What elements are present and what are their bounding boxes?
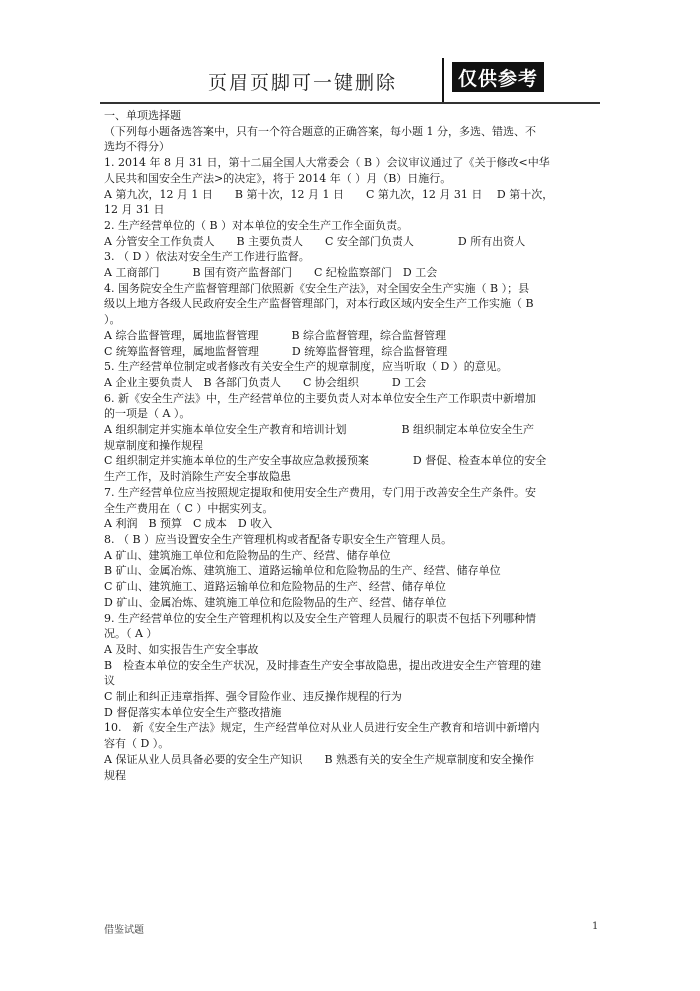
- text-line: 一、单项选择题: [104, 109, 181, 122]
- text-line: 规章制度和操作规程: [104, 438, 203, 452]
- text-line: D 督促落实本单位安全生产整改措施: [104, 705, 282, 719]
- text-line: 生产工作，及时消除生产安全事故隐患: [104, 470, 291, 484]
- footer-label: 借鉴试题: [104, 925, 144, 936]
- text-line: B 矿山、金属冶炼、建筑施工、道路运输单位和危险物品的生产、经营、储存单位: [104, 564, 501, 578]
- question-body: [104, 108, 600, 783]
- text-line: A 企业主要负责人 B 各部门负责人 C 协会组织 D 工会: [104, 375, 427, 389]
- text-line: 6. 新《安全生产法》中，生产经营单位的主要负责人对本单位安全生产工作职责中新增加: [104, 391, 536, 405]
- text-line: 2. 生产经营单位的（ B ）对本单位的安全生产工作全面负责。: [104, 218, 409, 232]
- text-line: 规程: [104, 768, 126, 782]
- text-line: D 矿山、金属冶炼、建筑施工单位和危险物品的生产、经营、储存单位: [104, 595, 447, 609]
- text-line: 12 月 31 日: [104, 203, 165, 217]
- text-line: A 综合监督管理，属地监督管理 B 综合监督管理，综合监督管理: [104, 328, 447, 342]
- header-badge: 仅供参考: [452, 62, 544, 92]
- text-line: A 及时、如实报告生产安全事故: [104, 642, 259, 656]
- text-line: 7. 生产经营单位应当按照规定提取和使用安全生产费用，专门用于改善安全生产条件。安: [104, 485, 536, 499]
- text-line: 全生产费用在（ C ）中据实列支。: [104, 501, 274, 515]
- text-line: 8. （ B ）应当设置安全生产管理机构或者配备专职安全生产管理人员。: [104, 532, 453, 546]
- text-line: A 利润 B 预算 C 成本 D 收入: [104, 517, 273, 531]
- text-line: 人民共和国安全生产法>的决定》，将于 2014 年（ ）月（B）日施行。: [104, 171, 452, 185]
- text-line: （下列每小题备选答案中，只有一个符合题意的正确答案，每小题 1 分，多选、错选、不: [104, 124, 536, 138]
- text-line: 容有（ D ）。: [104, 737, 170, 751]
- text-line: A 保证从业人员具备必要的安全生产知识 B 熟悉有关的安全生产规章制度和安全操作: [104, 752, 535, 766]
- text-line: 5. 生产经营单位制定或者修改有关安全生产的规章制度，应当听取（ D ）的意见。: [104, 360, 508, 374]
- text-line: 选均不得分）: [104, 140, 170, 154]
- text-line: C 矿山、建筑施工、道路运输单位和危险物品的生产、经营、储存单位: [104, 580, 446, 594]
- text-line: 议: [104, 674, 115, 688]
- header-divider: [442, 58, 444, 102]
- header-rule: [100, 102, 600, 104]
- text-line: 况。（ A ）: [104, 627, 158, 641]
- text-line: 3. （ D ）依法对安全生产工作进行监督。: [104, 250, 310, 264]
- text-line: 4. 国务院安全生产监督管理部门依照新《安全生产法》，对全国安全生产实施（ B ）；县: [104, 281, 530, 295]
- text-line: A 矿山、建筑施工单位和危险物品的生产、经营、储存单位: [104, 548, 391, 562]
- text-line: A 组织制定并实施本单位安全生产教育和培训计划 B 组织制定本单位安全生产: [104, 423, 535, 437]
- text-line: 1. 2014 年 8 月 31 日，第十二届全国人大常委会（ B ）会议审议通过了《关于修改<中华: [104, 156, 550, 170]
- text-line: B 检查本单位的安全生产状况，及时排查生产安全事故隐患，提出改进安全生产管理的建: [104, 658, 542, 672]
- text-line: C 制止和纠正违章指挥、强令冒险作业、违反操作规程的行为: [104, 690, 402, 704]
- text-line: 级以上地方各级人民政府安全生产监督管理部门，对本行政区域内安全生产工作实施（ B: [104, 297, 534, 311]
- text-line: ）。: [104, 313, 121, 327]
- page-header: [100, 58, 600, 104]
- text-line: A 工商部门 B 国有资产监督部门 C 纪检监察部门 D 工会: [104, 266, 438, 280]
- text-line: C 统筹监督管理，属地监督管理 D 统筹监督管理，综合监督管理: [104, 344, 448, 358]
- page-number: 1: [592, 921, 599, 932]
- text-line: 10. 新《安全生产法》规定，生产经营单位对从业人员进行安全生产教育和培训中新增内: [104, 721, 540, 735]
- text-line: C 组织制定并实施本单位的生产安全事故应急救援预案 D 督促、检查本单位的安全: [104, 454, 547, 468]
- header-title: 页眉页脚可一键删除: [208, 72, 398, 94]
- text-line: 的一项是（ A ）。: [104, 407, 191, 421]
- text-line: A 分管安全工作负责人 B 主要负责人 C 安全部门负责人 D 所有出资人: [104, 234, 526, 248]
- text-line: 9. 生产经营单位的安全生产管理机构以及安全生产管理人员履行的职责不包括下列哪种情: [104, 611, 536, 625]
- text-line: A 第九次，12 月 1 日 B 第十次，12 月 1 日 C 第九次，12 月 31 日 D 第十次，: [104, 187, 554, 201]
